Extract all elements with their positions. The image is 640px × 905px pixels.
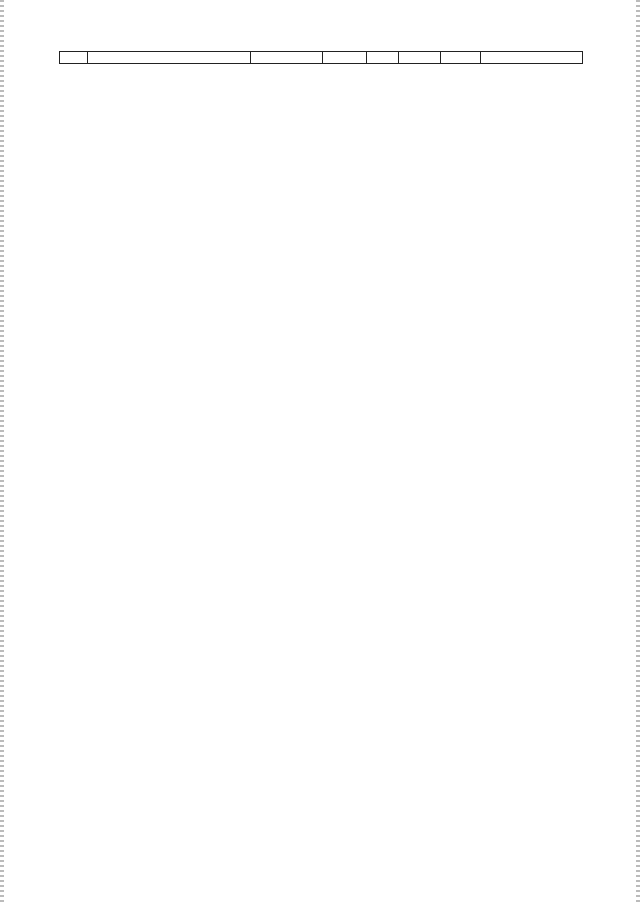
header-col-5	[367, 52, 399, 64]
header-col-3	[251, 52, 323, 64]
header-col-4	[323, 52, 367, 64]
header-col-8	[481, 52, 583, 64]
header-col-2	[88, 52, 251, 64]
header-col-7	[441, 52, 481, 64]
header-row	[60, 52, 583, 64]
header-col-1	[60, 52, 88, 64]
header-col-6	[399, 52, 441, 64]
scan-edge-right	[636, 0, 640, 905]
settlements-table	[59, 51, 583, 64]
scan-edge-left	[0, 0, 4, 905]
